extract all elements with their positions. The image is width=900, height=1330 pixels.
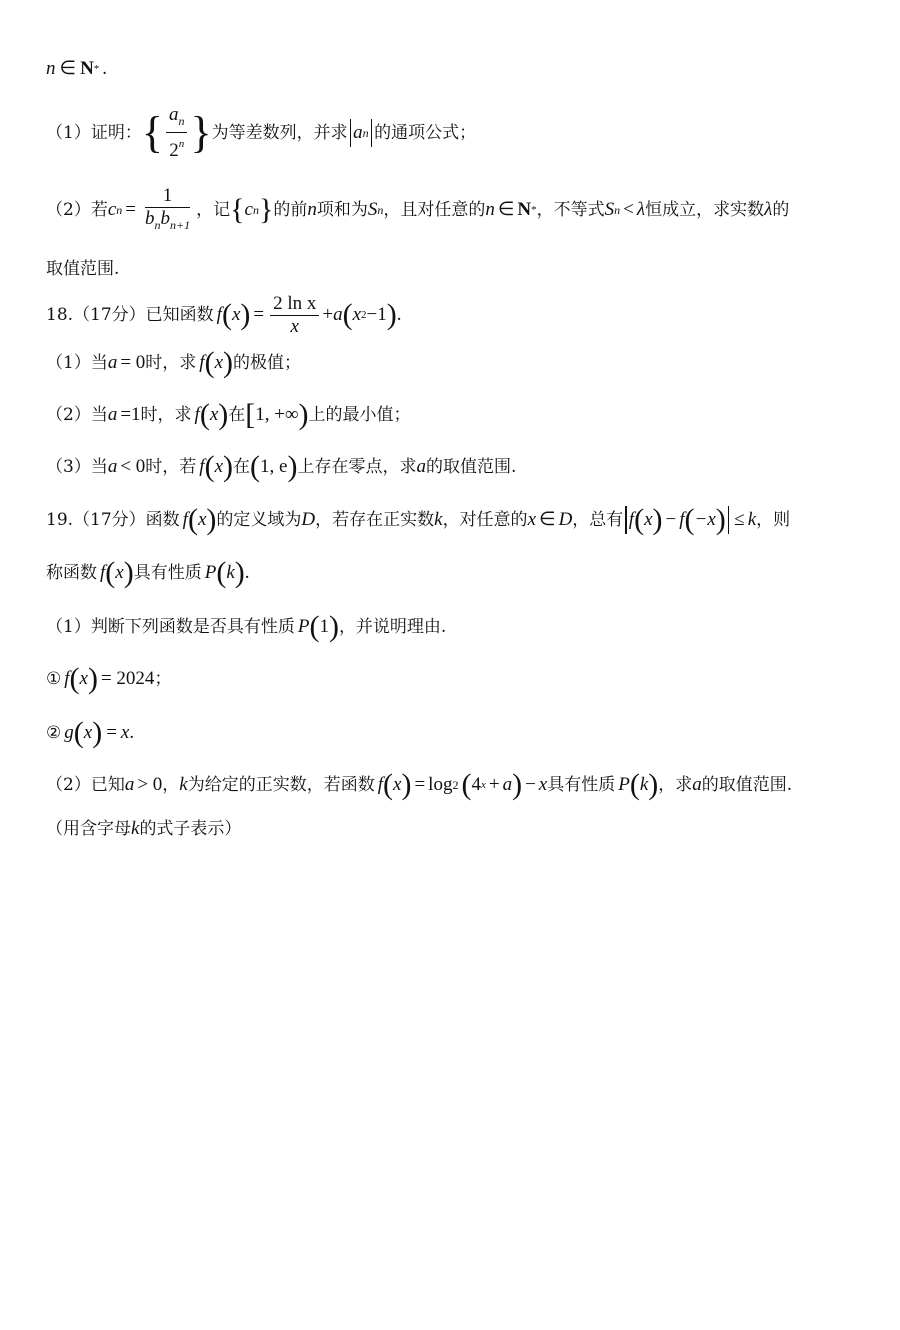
math-var: a <box>502 774 513 795</box>
math-symbol: < <box>623 199 634 220</box>
math-func: log <box>428 774 453 795</box>
math-var: a <box>416 456 426 477</box>
math-sup: * <box>531 204 537 216</box>
text: ，并说明理由. <box>338 617 447 637</box>
math-var: a <box>353 122 363 143</box>
text: 的取值范围. <box>701 775 793 795</box>
part-label: （1）判断下列函数是否具有性质 <box>46 617 295 637</box>
brace-right: } <box>258 193 274 226</box>
punct: . <box>102 58 108 79</box>
math-num: 4 <box>471 774 481 795</box>
math-var: a <box>333 304 343 325</box>
text: ，对任意的 <box>442 510 528 530</box>
math-var: n <box>46 58 56 79</box>
fraction <box>270 293 319 338</box>
circled-number: ① <box>46 669 62 689</box>
math-num: 1 <box>319 616 329 637</box>
math-var: −x <box>694 509 716 530</box>
math-var: x <box>352 304 362 325</box>
math-var: f <box>194 404 200 425</box>
math-interval: 1, +∞ <box>255 404 299 425</box>
math-num: 2 <box>169 140 179 161</box>
text: 称函数 <box>46 563 97 583</box>
math-var: λ <box>764 199 773 220</box>
math-var: x <box>197 509 207 530</box>
math-var: x <box>214 456 224 477</box>
text: 为给定的正实数，若函数 <box>187 775 375 795</box>
math-var: a <box>168 104 179 125</box>
math-var: D <box>301 509 316 530</box>
math-var: x <box>214 352 224 373</box>
q17-part2 <box>46 184 870 236</box>
q18-header: 18.（17分）已知函数 f ( x ) = $\frac{\text{2 ln x}}{x}$ + a ( x 2 −1 ) . <box>46 292 402 337</box>
math-var: f <box>64 668 70 689</box>
math-var: b <box>160 207 170 229</box>
math-var: P <box>297 616 310 637</box>
math-var: f <box>628 509 635 530</box>
q17-part2-cont <box>46 256 870 282</box>
abs-bar <box>350 119 352 147</box>
text: ，若存在正实数 <box>315 510 435 530</box>
math-var: c <box>244 199 253 220</box>
line-n-in-N <box>46 56 870 82</box>
math-set: N <box>517 199 532 220</box>
q17-part1 <box>46 104 870 161</box>
fraction <box>166 104 188 162</box>
circled-number: ② <box>46 723 62 743</box>
math-sup: n <box>178 138 185 150</box>
q18-part2: （2）当 a =1 时，求 f ( x ) 在 [ 1, +∞ ) 上的最小值； <box>46 398 411 431</box>
math-sub: 2 <box>452 778 459 792</box>
math-var: x <box>83 722 93 743</box>
math-num: 2 ln x <box>270 293 319 316</box>
punct: . <box>129 722 135 743</box>
brace-left: { <box>230 193 245 226</box>
math-var: x <box>120 722 130 743</box>
math-symbol: = <box>125 199 136 220</box>
text: ，不等式 <box>536 200 605 220</box>
text: 上的最小值； <box>308 405 411 425</box>
text: 具有性质 <box>547 775 616 795</box>
math-var: P <box>204 562 217 583</box>
math-set: N <box>80 58 94 79</box>
math-expr: = 0 <box>120 352 146 373</box>
q19-case1: ① f ( x ) = 2024 ； <box>46 662 172 695</box>
math-symbol: ∈ <box>59 58 77 79</box>
punct: ； <box>154 669 172 689</box>
math-var: x <box>209 404 219 425</box>
text: 在 <box>228 405 246 425</box>
math-var: λ <box>636 199 646 220</box>
text: ，求 <box>658 775 693 795</box>
math-var: k <box>226 562 235 583</box>
math-var: k <box>639 774 649 795</box>
math-symbol: ∈ <box>539 509 556 530</box>
math-sub: n <box>178 114 185 128</box>
math-var: a <box>107 404 118 425</box>
abs-bar <box>371 119 373 147</box>
text: 的通项公式； <box>374 123 477 143</box>
text: 时，求 <box>145 353 197 373</box>
math-sub: n <box>614 203 621 217</box>
math-var: g <box>64 722 74 743</box>
math-sub: n <box>362 126 369 140</box>
math-expr: > 0 <box>137 774 163 795</box>
math-var: f <box>182 509 188 530</box>
math-symbol: = <box>253 304 265 325</box>
math-sub: n <box>252 203 259 217</box>
brace-right: } <box>190 108 212 157</box>
math-var: x <box>115 562 124 583</box>
q18-part3: （3）当 a < 0 时，若 f ( x ) 在 ( 1, e ) 上存在零点，求 a 的取值范围. <box>46 450 517 483</box>
math-var: a <box>107 352 118 373</box>
text: 具有性质 <box>133 563 202 583</box>
math-var: x <box>290 315 299 337</box>
math-var: f <box>679 509 685 530</box>
q19-part2: （2）已知 a > 0 ， k 为给定的正实数，若函数 f ( x ) = log 2 ( 4 x + a ) − x 具有性质 P ( k ) ，求 a 的取值范围. <box>46 768 793 801</box>
math-symbol: ∈ <box>497 199 515 220</box>
part-label: （2）已知 <box>46 775 125 795</box>
math-sub: n <box>116 203 123 217</box>
text: 的取值范围. <box>425 457 517 477</box>
math-var: k <box>747 509 757 530</box>
q19-case2: ② g ( x ) = x . <box>46 716 135 749</box>
math-sup: * <box>93 63 100 75</box>
math-sub: n <box>154 217 161 232</box>
math-symbol: = <box>106 722 117 743</box>
text: 取值范围. <box>46 259 120 279</box>
math-sup: x <box>480 779 486 791</box>
text: 为等差数列，并求 <box>211 123 348 143</box>
text: ，总有 <box>572 510 624 530</box>
q18-part1: （1）当 a = 0 时，求 f ( x ) 的极值； <box>46 346 302 379</box>
math-var: x <box>538 774 548 795</box>
math-var: S <box>367 199 378 220</box>
text: 的极值； <box>233 353 302 373</box>
math-var: k <box>434 509 443 530</box>
part-label: （1）证明： <box>46 123 142 143</box>
text: （用含字母 <box>46 819 131 839</box>
punct: . <box>244 562 250 583</box>
text: 时，若 <box>145 457 197 477</box>
math-expr: < 0 <box>120 456 146 477</box>
question-head: 18.（17分）已知函数 <box>46 305 214 325</box>
punct: . <box>396 304 402 325</box>
math-var: f <box>377 774 384 795</box>
text: 时，求 <box>140 405 192 425</box>
math-expr: =1 <box>120 404 141 425</box>
math-sup: 2 <box>361 309 367 321</box>
math-symbol: − <box>525 774 536 795</box>
math-var: a <box>692 774 702 795</box>
math-interval: 1, e <box>260 456 288 477</box>
text: ，且对任意的 <box>383 200 486 220</box>
text: 的 <box>772 200 790 220</box>
math-var: P <box>618 774 630 795</box>
math-var: x <box>644 509 653 530</box>
math-sub: n+1 <box>169 217 191 232</box>
math-var: x <box>231 304 241 325</box>
text: 上存在零点，求 <box>297 457 417 477</box>
math-var: f <box>216 304 222 325</box>
math-var: x <box>393 774 402 795</box>
text: ，记 <box>196 200 231 220</box>
math-var: n <box>307 199 317 220</box>
fraction <box>142 185 193 236</box>
math-num: −1 <box>366 304 387 325</box>
math-var: a <box>107 456 118 477</box>
q19-header-cont: 称函数 f ( x ) 具有性质 P ( k ) . <box>46 556 250 589</box>
text: 在 <box>233 457 251 477</box>
math-var: x <box>527 509 536 530</box>
math-var: n <box>485 199 495 220</box>
math-num: 1 <box>145 185 191 208</box>
math-var: x <box>79 668 88 689</box>
part-label: （2）若 <box>46 200 108 220</box>
text: ， <box>162 775 180 795</box>
text: 恒成立，求实数 <box>645 200 765 220</box>
part-label: （3）当 <box>46 457 108 477</box>
math-symbol: − <box>665 509 677 530</box>
math-expr: = 2024 <box>100 668 155 689</box>
math-symbol: = <box>414 774 426 795</box>
math-var: k <box>179 774 188 795</box>
part-label: （1）当 <box>46 353 108 373</box>
math-symbol: + <box>322 304 334 325</box>
question-head: 19.（17分）函数 <box>46 510 180 530</box>
q19-part1: （1）判断下列函数是否具有性质 P ( 1 ) ，并说明理由. <box>46 610 447 643</box>
text: 的前 <box>273 200 308 220</box>
math-symbol: ≤ <box>734 509 745 530</box>
math-var: c <box>107 199 117 220</box>
math-var: k <box>131 818 140 839</box>
math-var: b <box>144 207 155 229</box>
math-var: f <box>199 456 205 477</box>
math-symbol: + <box>488 774 500 795</box>
q19-header: 19.（17分）函数 f ( x ) 的定义域为 D ，若存在正实数 k ，对任意的 x ∈ D ，总有 f ( x ) − f ( −x ) ≤ k ，则 <box>46 503 791 536</box>
math-var: a <box>124 774 135 795</box>
math-var: f <box>100 562 106 583</box>
math-var: D <box>558 509 573 530</box>
part-label: （2）当 <box>46 405 108 425</box>
text: 的式子表示） <box>139 819 242 839</box>
math-var: f <box>199 352 205 373</box>
abs-bar <box>625 506 627 534</box>
q19-part2-note <box>46 816 870 842</box>
math-var: S <box>604 199 615 220</box>
text: 项和为 <box>316 200 368 220</box>
text: 的定义域为 <box>216 510 302 530</box>
abs-bar <box>728 506 730 534</box>
text: ，则 <box>756 510 791 530</box>
brace-left: { <box>141 108 163 157</box>
math-sub: n <box>377 203 384 217</box>
